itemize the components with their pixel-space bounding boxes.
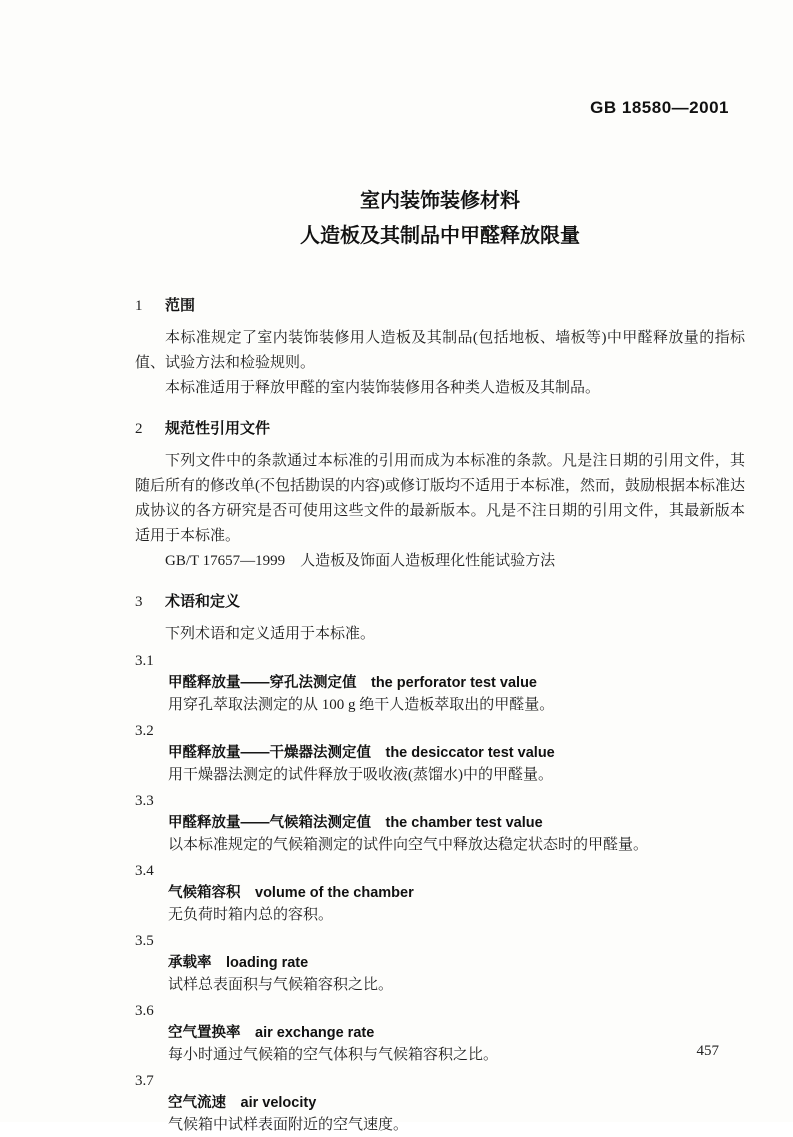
term-definition: 以本标准规定的气候箱测定的试件向空气中释放达稳定状态时的甲醛量。 — [168, 837, 649, 853]
term-definition: 无负荷时箱内总的容积。 — [168, 907, 334, 923]
section-terms-number: 3 — [135, 594, 143, 610]
section-references-ref-1: GB/T 17657—1999 人造板及饰面人造板理化性能试验方法 — [165, 553, 556, 569]
term-number: 3.1 — [135, 653, 154, 669]
section-references-heading — [135, 417, 745, 441]
term-name: 空气置换率 air exchange rate — [168, 1025, 375, 1041]
section-references-title: 规范性引用文件 — [165, 420, 271, 437]
term-definition: 试样总表面积与气候箱容积之比。 — [168, 977, 394, 993]
section-terms-intro: 下列术语和定义适用于本标准。 — [165, 626, 376, 642]
term-item — [135, 860, 745, 927]
document-title-line1: 室内装饰装修材料 — [360, 190, 520, 212]
term-name: 承载率 loading rate — [168, 955, 309, 971]
term-item — [135, 650, 745, 717]
term-item — [135, 720, 745, 787]
page-number: 457 — [696, 1043, 719, 1059]
standard-number: GB 18580—2001 — [590, 98, 729, 117]
term-name: 甲醛释放量——穿孔法测定值 the perforator test value — [168, 675, 537, 691]
term-definition: 用干燥器法测定的试件释放于吸收液(蒸馏水)中的甲醛量。 — [168, 767, 553, 783]
term-name: 气候箱容积 volume of the chamber — [168, 885, 414, 901]
term-name: 甲醛释放量——气候箱法测定值 the chamber test value — [168, 815, 543, 831]
term-definition: 每小时通过气候箱的空气体积与气候箱容积之比。 — [168, 1047, 499, 1063]
document-title — [135, 184, 745, 254]
term-number: 3.5 — [135, 933, 154, 949]
term-number: 3.2 — [135, 723, 154, 739]
section-scope-para-2: 本标准适用于释放甲醛的室内装饰装修用各种类人造板及其制品。 — [165, 380, 601, 396]
term-number: 3.3 — [135, 793, 154, 809]
document-title-line2: 人造板及其制品中甲醛释放限量 — [300, 225, 580, 247]
section-scope-heading — [135, 294, 745, 318]
section-references-number: 2 — [135, 421, 143, 437]
term-item — [135, 930, 745, 997]
section-scope-para-1: 本标准规定了室内装饰装修用人造板及其制品(包括地板、墙板等)中甲醛释放量的指标值、试验方法和检验规则。 — [135, 330, 745, 371]
section-scope-number: 1 — [135, 298, 143, 314]
term-name: 甲醛释放量——干燥器法测定值 the desiccator test value — [168, 745, 555, 761]
term-name: 空气流速 air velocity — [168, 1095, 317, 1111]
term-number: 3.6 — [135, 1003, 154, 1019]
section-terms-heading — [135, 590, 745, 614]
term-item — [135, 790, 745, 857]
section-scope-title: 范围 — [165, 297, 196, 314]
term-definition: 用穿孔萃取法测定的从 100 g 绝干人造板萃取出的甲醛量。 — [168, 697, 555, 713]
term-item — [135, 1070, 745, 1137]
term-number: 3.7 — [135, 1073, 154, 1089]
document-content — [135, 184, 745, 1137]
section-terms-title: 术语和定义 — [165, 593, 241, 610]
term-definition: 气候箱中试样表面附近的空气速度。 — [168, 1117, 409, 1133]
term-number: 3.4 — [135, 863, 154, 879]
section-references-para-1: 下列文件中的条款通过本标准的引用而成为本标准的条款。凡是注日期的引用文件，其随后所有的修改单(不包括勘误的内容)或修订版均不适用于本标准，然而，鼓励根据本标准达成协议的各方研究是否可使用这些文件的最新版本。凡是不注日期的引用文件，其最新版本适用于本标准。 — [135, 453, 745, 544]
term-item — [135, 1000, 745, 1067]
